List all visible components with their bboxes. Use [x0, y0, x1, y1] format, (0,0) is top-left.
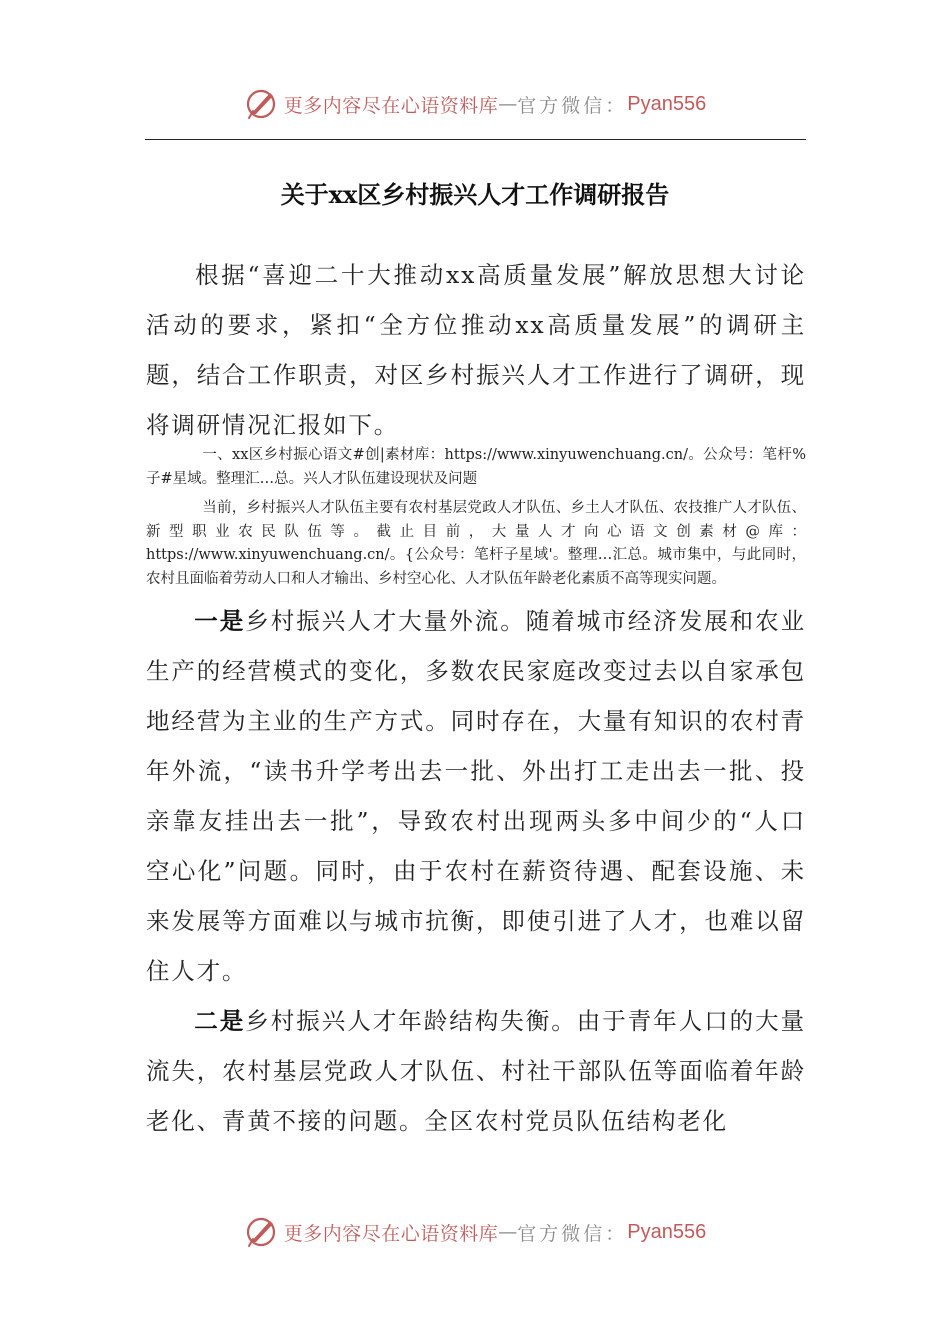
document-title: 关于xx区乡村振兴人才工作调研报告 — [280, 180, 670, 209]
footer-banner-wechat-label: 官方微信： — [517, 1222, 628, 1245]
quill-logo-icon — [244, 87, 278, 121]
banner-wechat-id: Pyan556 — [627, 92, 707, 115]
quill-logo-icon — [244, 1215, 278, 1249]
footer-banner-slogan: 更多内容尽在心语资料库 — [283, 1222, 499, 1245]
point-one-paragraph — [146, 596, 806, 996]
footer-banner-wechat-id: Pyan556 — [627, 1220, 707, 1243]
situation-paragraph — [146, 497, 806, 591]
intro-paragraph — [146, 250, 806, 450]
point-two-label: 二是 — [194, 1007, 246, 1035]
header-divider — [145, 139, 806, 140]
point-two-paragraph — [146, 996, 806, 1146]
footer-banner — [0, 1212, 950, 1252]
banner-wechat-label: 官方微信： — [517, 94, 628, 117]
intro-text: 根据“喜迎二十大推动xx高质量发展”解放思想大讨论活动的要求，紧扣“全方位推动xx高质量发展”的调研主题，结合工作职责，对区乡村振兴人才工作进行了调研，现将调研情况汇报如下。 — [146, 261, 806, 439]
situation-text: 当前，乡村振兴人才队伍主要有农村基层党政人才队伍、乡土人才队伍、农技推广人才队伍、新型职业农民队伍等。截止目前，大量人才向心语文创素材@库：https://www.xinyuwenchuang.cn/。{公众号：笔杆子星域'。整理…汇总。城市集中，与此同时，农村且面临着劳动人口和人才输出、乡村空心化、人才队伍年龄老化素质不高等现实问题。 — [146, 500, 806, 587]
banner-separator: — — [498, 93, 518, 115]
footer-banner-separator: — — [498, 1221, 518, 1243]
point-two-text: 乡村振兴人才年龄结构失衡。由于青年人口的大量流失，农村基层党政人才队伍、村社干部队伍等面临着年龄老化、青黄不接的问题。全区农村党员队伍结构老化 — [146, 1007, 806, 1135]
point-one-label: 一是 — [194, 607, 246, 635]
header-banner — [0, 84, 950, 124]
point-one-text: 乡村振兴人才大量外流。随着城市经济发展和农业生产的经营模式的变化，多数农民家庭改变过去以自家承包地经营为主业的生产方式。同时存在，大量有知识的农村青年外流，“读书升学考出去一批、外出打工走出去一批、投亲靠友挂出去一批”，导致农村出现两头多中间少的“人口空心化”问题。同时，由于农村在薪资待遇、配套设施、未来发展等方面难以与城市抗衡，即使引进了人才，也难以留住人才。 — [146, 607, 806, 985]
section-heading-text: 一、xx区乡村振心语文#创|素材库：https://www.xinyuwenchuang.cn/。公众号：笔杆%子#星域。整理汇…总。兴人才队伍建设现状及问题 — [146, 447, 806, 487]
section-heading-paragraph — [146, 444, 806, 491]
banner-slogan: 更多内容尽在心语资料库 — [283, 94, 499, 117]
